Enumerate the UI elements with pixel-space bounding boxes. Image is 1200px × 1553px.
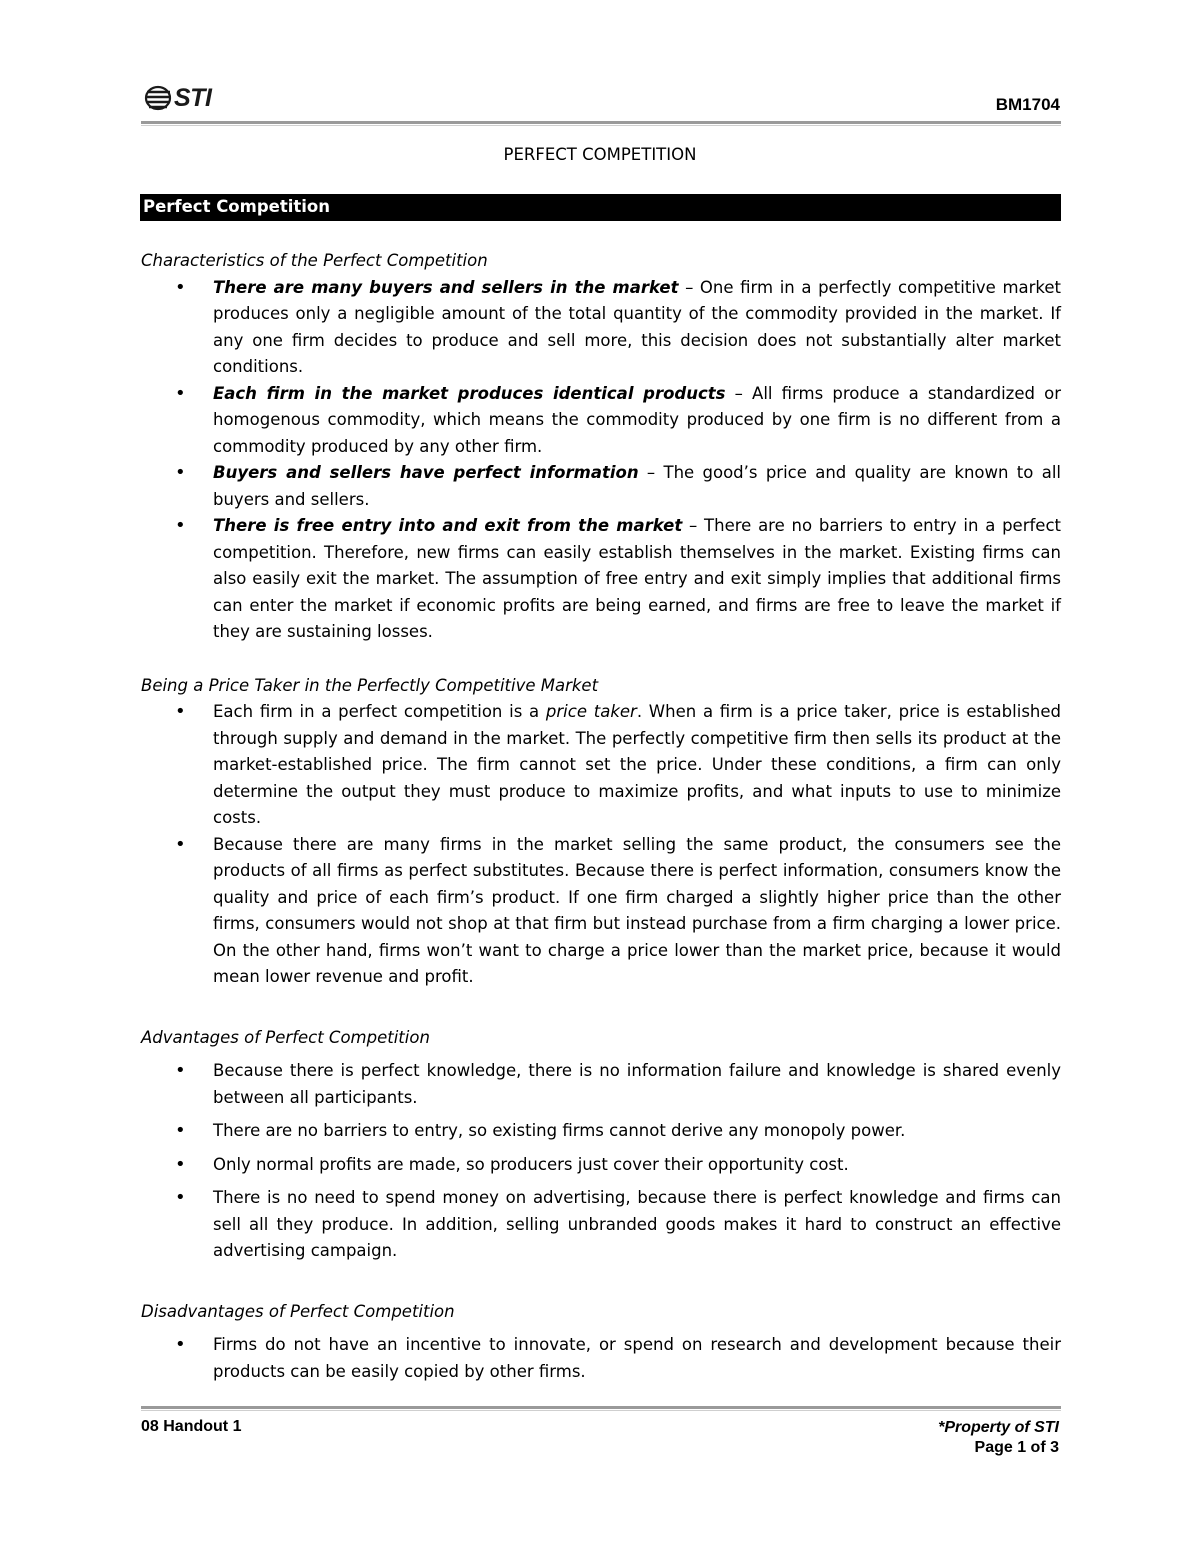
list-item: • There are many buyers and sellers in the market – One firm in a perfectly competitive market produces only a negligible amount of the total quantity of the commodity provided in the market. If any one firm decides to produce and sell more, this decision does not substantially alter market conditions. xyxy=(141,275,1061,381)
list-item: • Only normal profits are made, so producers just cover their opportunity cost. xyxy=(141,1152,1061,1179)
document-body xyxy=(141,248,1061,1385)
handout-label: 08 Handout 1 xyxy=(141,1418,242,1435)
sti-logo xyxy=(143,82,211,114)
header-rule xyxy=(141,121,1061,124)
list-item: • Firms do not have an incentive to innovate, or spend on research and development because their products can be easily copied by other firms. xyxy=(141,1332,1061,1385)
subsection-heading: Advantages of Perfect Competition xyxy=(141,1027,430,1047)
list-item: • Because there is perfect knowledge, there is no information failure and knowledge is shared evenly between all participants. xyxy=(141,1058,1061,1111)
document-title: PERFECT COMPETITION xyxy=(503,145,697,164)
course-code: BM1704 xyxy=(995,95,1060,114)
list-item: • There is no need to spend money on advertising, because there is perfect knowledge and firms can sell all they produce. In addition, selling unbranded goods makes it hard to construct an effective advertising campaign. xyxy=(141,1185,1061,1265)
section-title: Perfect Competition xyxy=(143,197,331,216)
price-taker-list xyxy=(141,699,1061,991)
section-bar xyxy=(140,194,1061,221)
list-item: • Buyers and sellers have perfect information – The good’s price and quality are known to all buyers and sellers. xyxy=(141,460,1061,513)
page-number: Page 1 of 3 xyxy=(974,1439,1059,1456)
disadvantages-list xyxy=(141,1332,1061,1385)
subsection-heading: Disadvantages of Perfect Competition xyxy=(141,1301,455,1321)
list-item: • There is free entry into and exit from the market – There are no barriers to entry in a perfect competition. Therefore, new firms can easily establish themselves in the market. Existing firms can also easily exit the market. The assumption of free entry and exit simply implies that additional firms can enter the market if economic profits are being earned, and firms are free to leave the market if they are sustaining losses. xyxy=(141,513,1061,646)
characteristics-list xyxy=(141,275,1061,646)
list-item: • Because there are many firms in the market selling the same product, the consumers see the products of all firms as perfect substitutes. Because there is perfect information, consumers know the quality and price of each firm’s product. If one firm charged a slightly higher price than the other firms, consumers would not shop at that firm but instead purchase from a firm charging a lower price. On the other hand, firms won’t want to charge a price lower than the market price, because it would mean lower revenue and profit. xyxy=(141,832,1061,991)
subsection-heading: Characteristics of the Perfect Competition xyxy=(141,251,488,270)
list-item: • There are no barriers to entry, so existing firms cannot derive any monopoly power. xyxy=(141,1118,1061,1145)
footer-right xyxy=(938,1418,1059,1458)
advantages-list xyxy=(141,1058,1061,1265)
footer-rule xyxy=(141,1406,1061,1409)
logo-wordmark: STI xyxy=(174,83,212,112)
globe-icon xyxy=(143,84,173,112)
subsection-heading: Being a Price Taker in the Perfectly Competitive Market xyxy=(141,675,599,695)
header-rule-thin xyxy=(141,125,1061,126)
property-notice: *Property of STI xyxy=(938,1419,1059,1436)
footer-rule-thin xyxy=(141,1410,1061,1411)
list-item: • Each firm in a perfect competition is a price taker. When a firm is a price taker, price is established through supply and demand in the market. The perfectly competitive firm then sells its product at the market-established price. The firm cannot set the price. Under these conditions, a firm can only determine the output they must produce to maximize profits, and what inputs to use to minimize costs. xyxy=(141,699,1061,832)
list-item: • Each firm in the market produces identical products – All firms produce a standardized or homogenous commodity, which means the commodity produced by one firm is no different from a commodity produced by any other firm. xyxy=(141,381,1061,461)
